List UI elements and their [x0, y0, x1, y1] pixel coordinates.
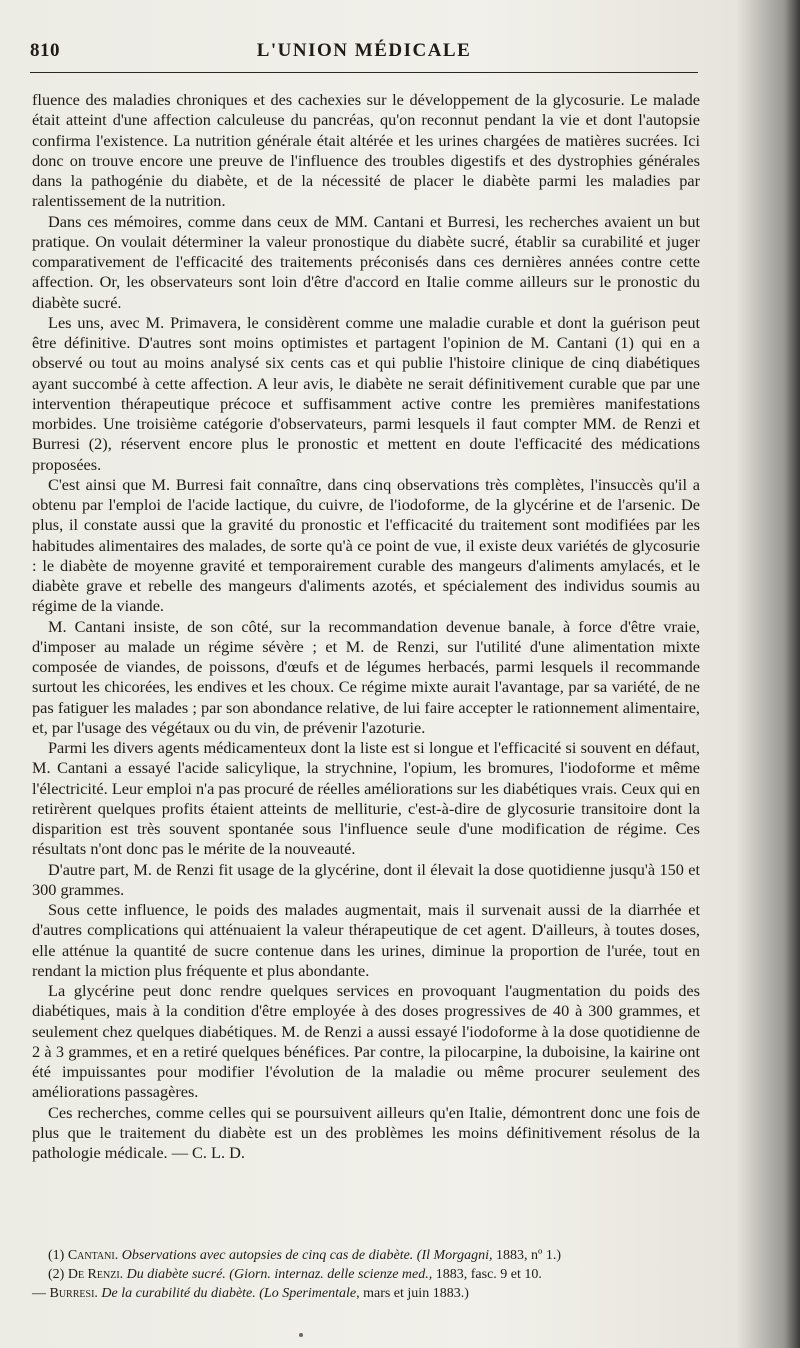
footnote-mark: (2) [48, 1267, 65, 1282]
footnote-mark: (1) [48, 1248, 65, 1263]
header-rule [30, 72, 698, 73]
footnote-rest: 1883, nº 1.) [492, 1248, 562, 1263]
footnotes [32, 1246, 700, 1303]
page-number: 810 [30, 40, 60, 61]
footnote-title: Du diabète sucré. (Giorn. internaz. delle scienze med., [126, 1267, 433, 1282]
paragraph: Dans ces mémoires, comme dans ceux de MM. Cantani et Burresi, les recherches avaient un but pratique. On voulait déterminer la valeur pronostique du diabète sucré, établir sa curabilité et juger comparativement de l'efficacité des traitements préconisés dans ces dernières années contre cette affection. Or, les observateurs sont loin d'être d'accord en Italie comme ailleurs sur le pronostic du diabète sucré. [32, 211, 700, 312]
paragraph: Sous cette influence, le poids des malades augmentait, mais il survenait aussi de la diarrhée et d'autres complications qui atténuaient la valeur thérapeutique de cet agent. D'ailleurs, à toutes doses, elle atténue la quantité de sucre contenue dans les urines, diminue la proportion de l'urée, tout en rendant la miction plus fréquente et plus abondante. [32, 900, 700, 980]
paragraph: M. Cantani insiste, de son côté, sur la recommandation devenue banale, à force d'être vraie, d'imposer au malade un régime sévère ; et M. de Renzi, sur l'utilité d'une alimentation mixte composée de viandes, de poissons, d'œufs et de légumes herbacés, parmi lesquels il recommande surtout les chicorées, les endives et les choux. Ce régime mixte aurait l'avantage, par sa variété, de ne pas fatiguer les malades ; par son abondance relative, de lui faire accepter le rationnement alimentaire, et, par l'usage des végétaux ou du vin, de prévenir l'azoturie. [32, 616, 700, 737]
footnote [32, 1284, 700, 1303]
footnote-author: De Renzi. [67, 1267, 124, 1282]
footnote [32, 1265, 700, 1284]
paragraph: Parmi les divers agents médicamenteux dont la liste est si longue et l'efficacité si souvent en défaut, M. Cantani a essayé l'acide salicylique, la strychnine, l'opium, les bromures, l'iodoforme et même l'électricité. Leur emploi n'a pas procuré de réelles améliorations sur les diabétiques vrais. Ceux qui en retirèrent quelques profits étaient atteints de melliturie, c'est-à-dire de glycosurie transitoire dont la disparition est très souvent spontanée sous l'influence seule d'une modification de régime. Ces résultats n'ont donc pas le mérite de la nouveauté. [32, 738, 700, 859]
footnote-mark: — [32, 1286, 46, 1301]
footnote-title: Observations avec autopsies de cinq cas de diabète. (Il Morgagni, [121, 1248, 493, 1263]
footnote [32, 1246, 700, 1265]
paragraph: fluence des maladies chroniques et des cachexies sur le développement de la glycosurie. Le malade était atteint d'une affection calculeuse du pancréas, qu'on reconnut pendant la vie et dont l'autopsie confirma l'existence. La nutrition générale était altérée et les urines chargées de matières sucrées. Ici donc on trouve encore une preuve de l'influence des troubles digestifs et des dystrophies générales dans la pathogénie du diabète, et de la nécessité de placer le diabète parmi les maladies par ralentissement de la nutrition. [32, 90, 700, 211]
footnote-rest: mars et juin 1883.) [359, 1286, 469, 1301]
footnote-author: Cantani. [67, 1248, 119, 1263]
footnote-title: De la curabilité du diabète. (Lo Sperimentale, [101, 1286, 360, 1301]
paragraph: Ces recherches, comme celles qui se poursuivent ailleurs qu'en Italie, démontrent donc une fois de plus que le traitement du diabète est un des problèmes les moins définitivement résolus de la pathologie médicale. — C. L. D. [32, 1102, 700, 1162]
paragraph: C'est ainsi que M. Burresi fait connaître, dans cinq observations très complètes, l'insuccès qu'il a obtenu par l'emploi de l'acide lactique, du cuivre, de l'iodoforme, de la glycérine et de l'arsenic. De plus, il constate aussi que la gravité du pronostic et l'efficacité du traitement sont modifiées par les habitudes alimentaires des malades, de sorte qu'à ce point de vue, il existe deux variétés de glycosurie : le diabète de moyenne gravité et temporairement curable des mangeurs d'aliments amylacés, et le diabète grave et rebelle des mangeurs d'aliments azotés, et spécialement des individus soumis au régime de la viande. [32, 474, 700, 616]
paragraph: D'autre part, M. de Renzi fit usage de la glycérine, dont il élevait la dose quotidienne jusqu'à 150 et 300 grammes. [32, 859, 700, 899]
footnote-author: Burresi. [49, 1286, 98, 1301]
ink-dot [299, 1333, 303, 1337]
paragraph: La glycérine peut donc rendre quelques services en provoquant l'augmentation du poids des diabétiques, mais à la condition d'être employée à des doses progressives de 40 à 300 grammes, et seulement chez quelques diabétiques. M. de Renzi a aussi essayé l'iodoforme à la dose quotidienne de 2 à 3 grammes, et en a retiré quelques bénéfices. Par contre, la pilocarpine, la duboisine, la kairine ont été impuissantes pour modifier l'évolution de la maladie ou même procurer seulement des améliorations passagères. [32, 981, 700, 1102]
paragraph: Les uns, avec M. Primavera, le considèrent comme une maladie curable et dont la guérison peut être définitive. D'autres sont moins optimistes et partagent l'opinion de M. Cantani (1) qui en a observé ou tout au moins analysé six cents cas et qui publie l'histoire clinique de cinq diabétiques ayant succombé à cette affection. A leur avis, le diabète ne serait définitivement curable que par une intervention thérapeutique précoce et suffisamment active contre les premières manifestations morbides. Une troisième catégorie d'observateurs, parmi lesquels il faut compter MM. de Renzi et Burresi (2), réservent encore plus le pronostic et mettent en doute l'efficacité des médications proposées. [32, 312, 700, 474]
footnote-rest: 1883, fasc. 9 et 10. [432, 1267, 542, 1282]
article-body [32, 90, 700, 1163]
running-title: L'UNION MÉDICALE [256, 40, 472, 61]
page-header [30, 40, 698, 70]
